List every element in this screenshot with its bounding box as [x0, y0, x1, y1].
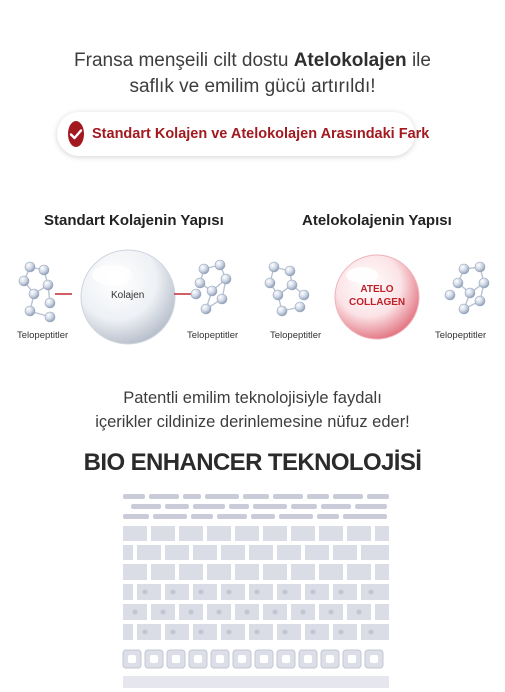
- difference-pill[interactable]: [57, 112, 430, 156]
- patent-text: [0, 386, 505, 434]
- standard-collagen-title: Standart Kolajenin Yapısı: [44, 212, 224, 229]
- atelocollagen-center-label-1: ATELO: [360, 284, 394, 295]
- atelocollagen-title: Atelokolajenin Yapısı: [302, 212, 452, 229]
- telopeptide-label-3: Telopeptitler: [270, 330, 322, 341]
- collagen-center-label: Kolajen: [111, 290, 145, 301]
- check-icon: [68, 121, 84, 147]
- collagen-structure-diagram: [0, 245, 505, 345]
- patent-line-1: Patentli emilim teknolojisiyle faydalı: [123, 389, 382, 407]
- atelocollagen-center-label-2: COLLAGEN: [349, 297, 406, 308]
- intro-line-1-bold: Atelokolajen: [293, 50, 407, 71]
- telopeptide-label-1: Telopeptitler: [17, 330, 69, 341]
- intro-line-2: saflık ve emilim gücü artırıldı!: [129, 76, 376, 97]
- skin-layers-illustration: [121, 490, 391, 692]
- telopeptide-label-2: Telopeptitler: [187, 330, 239, 341]
- difference-pill-label: Standart Kolajen ve Atelokolajen Arasındaki Fark: [92, 126, 430, 142]
- bio-enhancer-title: BIO ENHANCER TEKNOLOJİSİ: [83, 449, 422, 476]
- intro-text: [0, 48, 505, 100]
- intro-line-1: [0, 48, 505, 74]
- intro-line-1-prefix: Fransa menşeili cilt dostu: [74, 50, 294, 71]
- intro-line-1-suffix: ile: [406, 50, 431, 71]
- telopeptide-label-4: Telopeptitler: [435, 330, 487, 341]
- patent-line-2: içerikler cildinize derinlemesine nüfuz eder!: [95, 413, 410, 431]
